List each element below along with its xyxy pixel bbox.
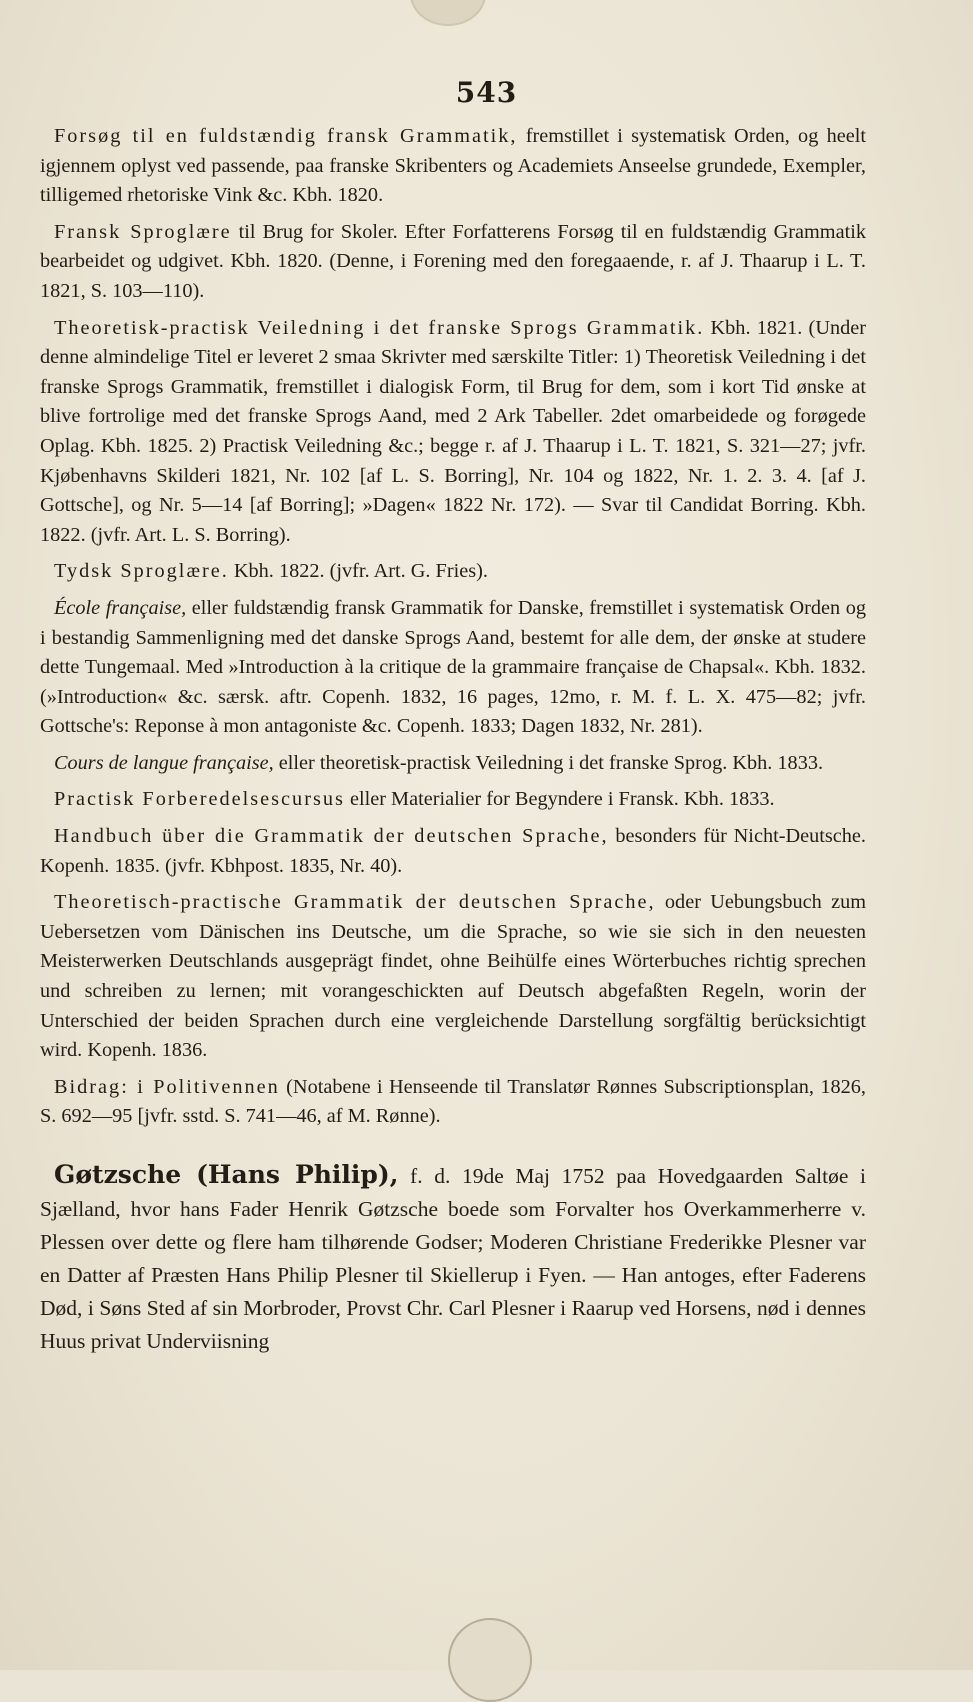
- biography-name: Gøtzsche (Hans Philip),: [54, 1160, 399, 1189]
- entry-10-text: (Notabene i Henseende til Translatør Rønnes Subscriptionsplan, 1826, S. 692—95 [jvfr. sstd. S. 741—46, af M. Rønne).: [40, 1075, 866, 1128]
- entry-5: [40, 594, 866, 742]
- entry-4-title: Tydsk Sproglære.: [54, 560, 229, 583]
- biography-text: f. d. 19de Maj 1752 paa Hovedgaarden Saltøe i Sjælland, hvor hans Fader Henrik Gøtzsche boede som Forvalter hos Overkammerherre v. Plessen over dette og flere ham tilhørende Godser; Moderen Christiane Frederikke Plesner var en Datter af Præsten Hans Philip Plesner til Skiellerup i Fyen. — Han antoges, efter Faderens Død, i Søns Sted af sin Morbroder, Provst Chr. Carl Plesner i Raarup ved Horsens, nød i dennes Huus privat Underviisning: [40, 1164, 867, 1353]
- entry-7-text: eller Materialier for Begyndere i Fransk. Kbh. 1833.: [344, 788, 775, 811]
- entry-8-text: besonders für Nicht-Deutsche. Kopenh. 1835. (jvfr. Kbhpost. 1835, Nr. 40).: [40, 825, 867, 877]
- entry-1-title: Forsøg til en fuldstændig fransk Grammatik,: [54, 125, 518, 147]
- entry-1-text: fremstillet i systematisk Orden, og heelt igjennem oplyst ved passende, paa franske Skribenters og Academiets Anseelse grundede, Exempler, tilligemed rhetoriske Vink &c. Kbh. 1820.: [40, 125, 866, 207]
- page-number: 543: [455, 76, 518, 109]
- entry-3-title: Theoretisk-practisk Veiledning i det franske Sprogs Grammatik.: [54, 316, 705, 339]
- entry-9: [40, 888, 866, 1066]
- entry-2-text: til Brug for Skoler. Efter Forfatterens Forsøg til en fuldstændig Grammatik bearbeidet og udgivet. Kbh. 1820. (Denne, i Forening med den foregaaende, r. af J. Thaarup i L. T. 1821, S. 103—110).: [40, 220, 866, 302]
- entry-8: [40, 822, 866, 881]
- entry-2: [40, 218, 866, 307]
- entry-9-title: Theoretisch-practische Grammatik der deutschen Sprache,: [54, 891, 656, 914]
- entry-10-title: Bidrag: i Politivennen: [54, 1075, 280, 1098]
- entry-6: [40, 749, 866, 779]
- entry-8-title: Handbuch über die Grammatik der deutschen Sprache,: [54, 825, 609, 848]
- entry-6-text: eller theoretisk-practisk Veiledning i det franske Sprog. Kbh. 1833.: [273, 751, 824, 774]
- entry-4: [40, 557, 866, 587]
- entry-6-title: Cours de langue française,: [54, 751, 274, 774]
- entry-2-title: Fransk Sproglære: [54, 220, 232, 243]
- entry-5-text: eller fuldstændig fransk Grammatik for Danske, fremstillet i systematisk Orden og i bestandig Sammenligning med det danske Sprogs Aand, bestemt for alle dem, der ønske at studere dette Tungemaal. Med »Introduction à la critique de la grammaire française de Chapsal«. Kbh. 1832. (»Introduction« &c. særsk. aftr. Copenh. 1832, 16 pages, 12mo, r. M. f. L. X. 475—82; jvfr. Gottsche's: Reponse à mon antagoniste &c. Copenh. 1833; Dagen 1832, Nr. 281).: [40, 596, 866, 738]
- entry-7: [40, 785, 866, 815]
- entry-1: [40, 122, 866, 211]
- entry-9-text: oder Uebungsbuch zum Uebersetzen vom Dänischen ins Deutsche, um die Sprache, so wie sie sich in den neuesten Meisterwerken Deutschlands ausgeprägt findet, ohne Beihülfe eines Wörterbuches richtig sprechen und schreiben zu lernen; mit vorangeschickten auf Deutsch abgefaßten Regeln, worin der Unterschied der beiden Sprachen durch eine vergleichende Darstellung sorgfältig berücksichtigt wird. Kopenh. 1836.: [40, 891, 866, 1062]
- entry-5-title: École française,: [54, 596, 187, 619]
- biography-entry: [40, 1158, 866, 1358]
- entry-7-title: Practisk Forberedelsescursus: [54, 788, 345, 811]
- binding-hole-top: [410, 0, 486, 26]
- binding-hole-bottom: [448, 1618, 532, 1702]
- entry-10: [40, 1073, 866, 1132]
- entry-4-text: Kbh. 1822. (jvfr. Art. G. Fries).: [228, 560, 488, 583]
- page-body: [40, 122, 866, 1365]
- entry-3-text: Kbh. 1821. (Under denne almindelige Titel er leveret 2 smaa Skrivter med særskilte Titler: 1) Theoretisk Veiledning i det franske Sprogs Grammatik, fremstillet i dialogisk Form, til Brug for dem, som i kort Tid ønske at blive fortrolige med det franske Sprogs Aand, med 2 Ark Tabeller. 2det omarbeidede og forøgede Oplag. Kbh. 1825. 2) Practisk Veiledning &c.; begge r. af J. Thaarup i L. T. 1821, S. 321—27; jvfr. Kjøbenhavns Skilderi 1821, Nr. 102 [af L. S. Borring], Nr. 104 og 1822, Nr. 1. 2. 3. 4. [af J. Gottsche], og Nr. 5—14 [af Borring]; »Dagen« 1822 Nr. 172). — Svar til Candidat Borring. Kbh. 1822. (jvfr. Art. L. S. Borring).: [40, 316, 866, 546]
- entry-3: [40, 314, 866, 551]
